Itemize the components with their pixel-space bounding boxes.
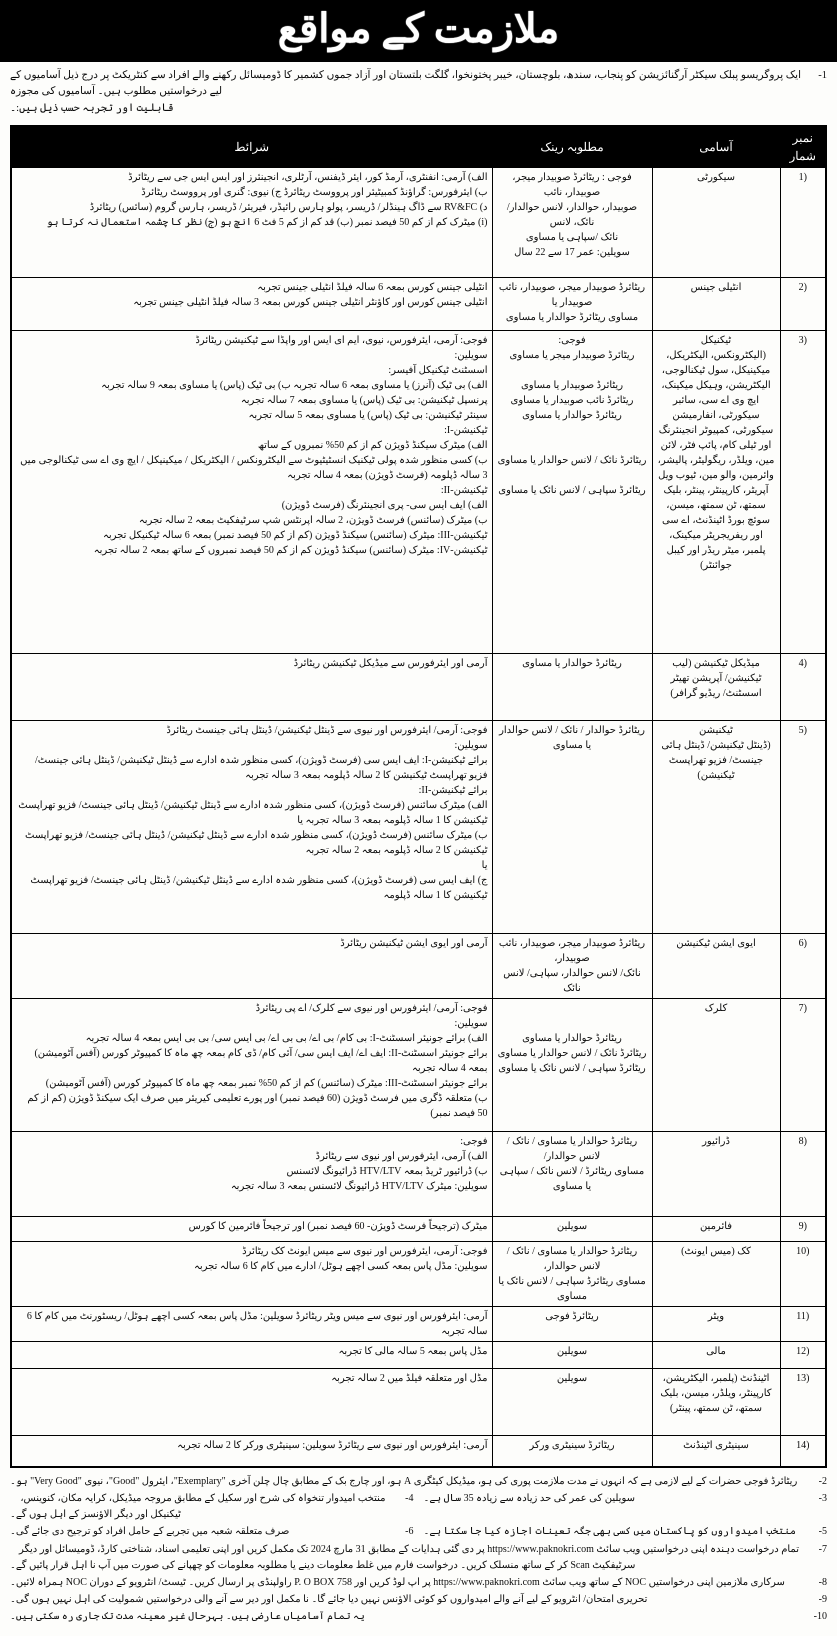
note-text: صرف متعلقہ شعبہ میں تجربے کے حامل افراد کو ترجیح دی جائے گی۔ [10,1526,290,1538]
row-post-title [652,1306,780,1341]
row-post-title [652,167,780,277]
rank-line: مساوی ریٹائرڈ / لانس نائک / سپاہی یا مساوی [499,1165,645,1192]
rank-line: مساوی ریٹائرڈ سپاہی / لانس نائک یا مساوی [498,1275,646,1302]
intro-section [0,62,837,121]
table-row [11,330,826,653]
rank-spacer [497,438,648,453]
rank-line: سویلین [556,1220,588,1232]
row-post-title [652,933,780,998]
condition-line: پرنسپل ٹیکنیشن: بی ٹیک (پاس) یا مساوی بمعہ 7 سالہ تجربہ [240,394,488,406]
rank-line: مساوی ریٹائرڈ حوالدار یا مساوی [505,311,639,323]
rank-line: ریٹائرڈ سپاہی / لانس نائک یا مساوی [498,484,646,496]
footer-note-half [10,1524,414,1540]
header-rank: مطلوبہ رینک [492,126,652,168]
note-text: منتخب امیدواروں کو پاکستان میں کسی بھی جگہ تعینات اجازہ کیا جا سکتا ہے۔ [423,1526,796,1538]
condition-line: ب) متعلقہ ڈگری میں فرسٹ ڈویژن (60 فیصد نمبر) اور پورے تعلیمی کیریئر میں صرف ایک سیکنڈ ڈویژن (کم از کم 50 فیصد نمبر) [27,1092,488,1119]
intro-text-line2: قابلیت اور تجربہ حسب ذیل ہیں:۔ [10,102,174,114]
row-conditions [11,1131,492,1216]
row-required-rank [492,653,652,720]
rank-line: ریٹائرڈ حوالدار / نائک / لانس حوالدار یا مساوی [499,724,645,751]
rank-line: ریٹائرڈ صوبیدار یا مساوی [520,379,624,391]
condition-line: برائے جونیئر اسسٹنٹ-III: میٹرک (سائنس) کم از کم 50% نمبر بمعہ چھ ماہ کا کمپیوٹر کورس (آفس آٹومیشن) [45,1077,488,1089]
footer-note [10,1592,827,1608]
row-serial: 7) [780,998,826,1131]
row-conditions [11,998,492,1131]
post-line: اٹینڈنٹ (پلمبر، الیکٹریشن، کارپینٹر، ویلڈر، میسن، بلیک سمتھ، ٹن سمتھ، پینٹر) [660,1372,772,1414]
row-post-title [652,277,780,330]
table-row [11,1131,826,1216]
rank-spacer [497,1001,648,1016]
row-required-rank [492,1131,652,1216]
table-row [11,1216,826,1241]
condition-line: ج) ایف ایس سی (فرسٹ ڈویژن)، کسی منظور شدہ ادارے سے ڈینٹل ٹیکنیشن/ ڈینٹل ہائی جینسٹ/ فزیو تھراپسٹ ٹیکنیشن کا 1 سالہ ڈپلومہ [30,874,488,901]
post-line: کلرک [704,1002,728,1014]
condition-line: د) RV&FC سے ڈاگ ہینڈلر/ ڈریسر، پولو ہارس رائیڈر، فیریئر/ ڈریسر، ہارس گروم (سائس) ریٹائرڈ [89,201,488,213]
condition-line: فوجی: آرمی/ ایئرفورس اور نیوی سے کلرک/ اے پی ریٹائرڈ [255,1002,488,1014]
condition-line: ٹیکنیشن-I: [444,424,488,436]
header-serial: نمبر شمار [780,126,826,168]
row-serial: 3) [780,330,826,653]
row-required-rank [492,1306,652,1341]
header-conditions: شرائط [11,126,492,168]
condition-line: الف) آرمی: انفنٹری، آرمڈ کور، ایئر ڈیفنس، آرٹلری، انجینئرز اور ایس ایس جی سے ریٹائرڈ [128,171,488,183]
condition-line: سویلین: مڈل پاس بمعہ کسی اچھے ہوٹل/ ادارے میں کام کا 6 سالہ تجربہ [193,1260,488,1272]
rank-line: ریٹائرڈ حوالدار یا مساوی / نائک / لانس حوالدار، [506,1245,638,1272]
row-conditions [11,1368,492,1435]
rank-line: ریٹائرڈ فوجی [545,1310,599,1322]
footer-note-pair [10,1491,827,1523]
condition-line: مڈل پاس بمعہ 5 سالہ مالی کا تجربہ [338,1345,488,1357]
row-post-title [652,1435,780,1467]
rank-line: سویلین: عمر 17 سے 22 سال [514,246,630,258]
condition-line: الف) میٹرک سائنس (فرسٹ ڈویژن)، کسی منظور شدہ ادارے سے ڈینٹل ٹیکنیشن/ ڈینٹل ہائی جینسٹ/ فزیو تھراپسٹ ٹیکنیشن کا 1 سالہ ڈپلومہ بمعہ 3 سالہ تجربہ یا [18,799,488,826]
rank-spacer [497,1016,648,1031]
footer-note [10,1474,827,1490]
post-line: ٹیکنیشن [699,724,733,736]
condition-line: سینئر ٹیکنیشن: بی ٹیک (پاس) یا مساوی بمعہ 5 سالہ تجربہ [248,409,488,421]
row-serial: 9) [780,1216,826,1241]
row-conditions [11,720,492,933]
row-conditions [11,1216,492,1241]
rank-spacer [497,363,648,378]
condition-line: سویلین: [454,1017,488,1029]
row-required-rank [492,1241,652,1306]
post-line: فائرمین [699,1220,733,1232]
rank-line: ریٹائرڈ نائب صوبیدار یا مساوی [510,394,634,406]
row-post-title [652,1241,780,1306]
condition-line: میٹرک (ترجیحاً فرسٹ ڈویژن- 60 فیصد نمبر) اور ترجیحاً فائرمین کا کورس [188,1220,488,1232]
post-line: میڈیکل ٹیکنیشن (لیب ٹیکنیشن/ آپریشن تھیٹر اسسٹنٹ/ ریڈیو گرافر) [670,657,762,699]
row-required-rank [492,1435,652,1467]
row-required-rank [492,998,652,1131]
row-conditions [11,1341,492,1368]
rank-line: ریٹائرڈ صوبیدار میجر یا مساوی [509,349,635,361]
footer-notes [0,1472,837,1636]
condition-line: ب) ڈرائیور ٹریڈ بمعہ HTV/LTV ڈرائیونگ لائسنس [286,1165,488,1177]
table-row [11,720,826,933]
row-conditions [11,1306,492,1341]
row-required-rank [492,933,652,998]
note-text: یہ تمام آسامیاں عارضی ہیں۔ بہرحال غیر معینہ مدت تک جاری رہ سکتی ہیں۔ [10,1611,365,1623]
footer-note [10,1575,827,1591]
condition-line: فوجی: آرمی، ایئرفورس، نیوی، ایم ای ایس اور واپڈا سے ٹیکنیشن ریٹائرڈ [195,334,488,346]
table-row [11,933,826,998]
rank-line: فوجی : ریٹائرڈ صوبیدار میجر، صوبیدار، نائب [512,171,632,198]
row-required-rank [492,720,652,933]
rank-line: ریٹائرڈ حوالدار یا مساوی [522,1032,622,1044]
jobs-table-head [11,126,826,168]
rank-line: سویلین [556,1372,588,1384]
note-text: تحریری امتحان/ انٹرویو کے لیے آنے والے امیدواروں کو کوئی الاؤنس نہیں دیا جائے گا۔ نا مکمل اور دیر سے آنے والی درخواستیں شمولیت کی اہل نہیں ہوں گی۔ [10,1594,648,1606]
condition-line: یا [481,859,488,871]
rank-line: ریٹائرڈ صوبیدار میجر، صوبیدار، نائب صوبیدار یا [498,281,646,308]
row-post-title [652,998,780,1131]
row-conditions [11,330,492,653]
condition-line: ب) میٹرک (سائنس) فرسٹ ڈویژن، 2 سالہ اپرنٹس شپ سرٹیفکیٹ بمعہ 2 سالہ تجربہ [138,514,488,526]
row-conditions [11,933,492,998]
post-line: کک (میس ایونٹ) [681,1245,751,1257]
row-required-rank [492,330,652,653]
page-title: ملازمت کے مواقع [277,6,560,51]
page-banner [0,0,837,62]
header-post: آسامی [652,126,780,168]
row-serial: 14) [780,1435,826,1467]
table-row [11,1368,826,1435]
intro-text-line1: ایک پروگریسو پبلک سیکٹر آرگنائزیشن کو پنجاب، سندھ، بلوچستان، خیبر پختونخوا، گلگت بلتستان اور آزاد جموں کشمیر کا ڈومیسائل رکھنے والے افراد سے کنٹریکٹ پر درج ذیل آسامیوں کے لیے درخواستیں مطلوب ہیں۔ آسامیوں کی مجوزہ [10,70,801,98]
rank-line: سویلین [556,1345,588,1357]
rank-line: فوجی: [558,334,586,346]
rank-line: نائک /سپاہی یا مساوی [525,231,619,243]
table-row [11,998,826,1131]
note-number: 5- [818,1526,827,1538]
row-post-title [652,1216,780,1241]
condition-line: آرمی اور ایوی ایشن ٹیکنیشن ریٹائرڈ [340,937,488,949]
condition-line: ٹیکنیشن-IV: میٹرک (سائنس) سیکنڈ ڈویژن کم از کم 50 فیصد نمبروں کے ساتھ بمعہ 2 سالہ تجربہ [93,544,488,556]
condition-line: سویلین: میٹرک HTV/LTV ڈرائیونگ لائسنس بمعہ 3 سالہ تجربہ [230,1180,488,1192]
post-line: ایوی ایشن ٹیکنیشن [676,937,756,949]
note-number: 8- [818,1576,827,1588]
condition-line: فوجی: [460,1135,488,1147]
condition-line: ب) ایئرفورس: گراؤنڈ کمبیٹیئر اور پرووسٹ ریٹائرڈ ج) نیوی: گنری اور پرووسٹ ریٹائرڈ [141,186,488,198]
post-line: سیکورٹی [696,171,736,183]
row-serial: 12) [780,1341,826,1368]
post-line: (الیکٹرونکس، الیکٹریکل، میکینیکل، سول ٹیکنالوجی، الیکٹریشن، وہیکل میکینک، ایچ وی اے سی، سائبر سیکورٹی، انفارمیشن سیکورٹی، کمپیوٹر انجینئرنگ اور ٹیلی کام، پائپ فٹر، لائن مین، ویلڈر، ریگولیٹر، پالیشر، وائرمین، والو مین، ٹیوب ویل آپریٹر، کارپینٹر، پینٹر، بلیک سمتھ، ٹن سمتھ، میسن، سوئچ بورڈ اٹینڈنٹ، اے سی اور ریفریجریٹر میکینک، پلمبر، میٹر ریڈر اور کیبل جوائنٹر) [657,349,775,571]
note-text: سویلین کی عمر کی حد زیادہ سے زیادہ 35 سال ہے۔ [423,1492,635,1504]
table-row [11,167,826,277]
row-conditions [11,167,492,277]
note-number: 10- [813,1611,827,1623]
row-serial: 10) [780,1241,826,1306]
footer-note [10,1524,827,1540]
footer-note-pair [10,1524,827,1540]
table-row [11,1435,826,1467]
condition-line: مڈل اور متعلقہ فیلڈ میں 2 سالہ تجربہ [331,1372,488,1384]
jobs-table-body [11,167,826,1467]
footer-note-half [10,1491,414,1523]
row-serial: 4) [780,653,826,720]
condition-line: آرمی: ایئرفورس اور نیوی سے میس ویٹر ریٹائرڈ سویلین: مڈل پاس بمعہ کسی اچھے ہوٹل/ ریسٹورنٹ میں کام کا 6 سالہ تجربہ [26,1310,488,1337]
table-row [11,1241,826,1306]
note-number: 2- [818,1475,827,1487]
table-row [11,1306,826,1341]
table-row [11,653,826,720]
footer-note [10,1542,827,1574]
row-required-rank [492,1341,652,1368]
row-post-title [652,1368,780,1435]
note-text: منتخب امیدوار تنخواہ کی شرح اور سکیل کے مطابق مروجہ میڈیکل، کرایہ مکان، کنوینس، ٹیکنیکل اور دیگر الاؤنسز کے اہل ہوں گے۔ [10,1492,386,1521]
rank-line: ریٹائرڈ سینیٹری ورکر [529,1439,615,1451]
row-required-rank [492,1368,652,1435]
rank-line: ریٹائرڈ صوبیدار میجر، صوبیدار، نائب صوبیدار، [498,937,646,964]
note-text: تمام درخواست دہندہ اپنی درخواستیں ویب سائٹ https://www.paknokri.com پر دی گئی ہدایات کے مطابق 31 مارچ 2024 تک مکمل کریں اور اپنی تعلیمی اسناد، شناختی کارڈ، ڈومیسائل اور دیگر سرٹیفکیٹ Scan کر کے ساتھ منسلک کریں۔ درخواست فارم میں غلط معلومات دینے یا مطلوبہ معلومات کو چھپانے کی صورت میں آپ نا اہل قرار پائیں گے۔ [10,1543,799,1571]
row-required-rank [492,167,652,277]
condition-line: الف) برائے جونیئر اسسٹنٹ-I: بی کام/ بی اے/ بی بی اے/ بی ایس سی/ بی بی ایس بمعہ 4 سالہ تجربہ [85,1032,488,1044]
note-number: 7- [818,1543,827,1555]
post-line: ٹیکنیکل [700,334,732,346]
row-serial: 6) [780,933,826,998]
condition-line: آرمی: ایئرفورس اور نیوی سے ریٹائرڈ سویلین: سینیٹری ورکر کا 2 سالہ تجربہ [177,1439,488,1451]
intro-paragraph [10,68,827,117]
condition-line: ب) میٹرک سائنس (فرسٹ ڈویژن)، کسی منظور شدہ ادارے سے ڈینٹل ٹیکنیشن/ ڈینٹل ہائی جینسٹ/ فزیو تھراپسٹ ٹیکنیشن کا 2 سالہ ڈپلومہ بمعہ 2 سالہ تجربہ [25,829,488,856]
rank-line: ریٹائرڈ نائک / لانس حوالدار یا مساوی [497,454,647,466]
post-line: مالی [706,1345,726,1357]
note-number: 4- [405,1492,414,1504]
condition-line: الف) آرمی، ایئرفورس اور نیوی سے ریٹائرڈ [315,1150,488,1162]
row-conditions [11,277,492,330]
condition-line: ب) کسی منظور شدہ پولی ٹیکنیک انسٹیٹیوٹ سے الیکٹرونکس / الیکٹریکل / میکینیکل / ایچ وی اے سی ٹیکنالوجی میں 3 سالہ ڈپلومہ (فرسٹ ڈویژن) بمعہ 4 سالہ تجربہ [20,454,488,481]
rank-line: ریٹائرڈ سپاہی / لانس نائک یا مساوی [498,1062,646,1074]
row-serial: 1) [780,167,826,277]
condition-line: انٹیلی جینس کورس اور کاؤنٹر انٹیلی جینس کورس بمعہ 3 سالہ فیلڈ انٹیلی جینس تجربہ [133,296,488,308]
row-serial: 2) [780,277,826,330]
condition-line: انٹیلی جینس کورس بمعہ 6 سالہ فیلڈ انٹیلی جینس تجربہ [257,281,488,293]
row-post-title [652,1131,780,1216]
condition-line: سویلین: [454,349,488,361]
row-serial: 13) [780,1368,826,1435]
footer-note-half [424,1524,828,1540]
condition-line: سویلین: [454,739,488,751]
rank-line: نائک/ لانس حوالدار، سپاہی/ لانس نائک [503,967,641,994]
row-serial: 8) [780,1131,826,1216]
condition-line: برائے ٹیکنیشن-II: [418,784,488,796]
row-post-title [652,653,780,720]
post-line: ڈرائیور [702,1135,730,1147]
condition-line: الف) میٹرک سیکنڈ ڈویژن کم از کم 50% نمبروں کے ساتھ [257,439,488,451]
condition-line: برائے جونیئر اسسٹنٹ-II: ایف اے/ ایف ایس سی/ آئی کام/ ڈی کام بمعہ چھ ماہ کا کمپیوٹر کورس (آفس آٹومیشن) بمعہ 4 سالہ تجربہ [34,1047,488,1074]
intro-number: 1- [818,70,827,81]
condition-line: برائے ٹیکنیشن-I: ایف ایس سی (فرسٹ ڈویژن)، کسی منظور شدہ ادارے سے ڈینٹل ٹیکنیشن/ ڈینٹل ہائی جینسٹ/ فزیو تھراپسٹ ٹیکنیشن کا 2 سالہ ڈپلومہ بمعہ 3 سالہ تجربہ [35,754,488,781]
intro-text [10,68,801,117]
table-row [11,277,826,330]
rank-line: ریٹائرڈ حوالدار یا مساوی [522,409,622,421]
post-line: ویٹر [707,1310,725,1322]
condition-line: اسسٹنٹ ٹیکنیکل آفیسر: [388,364,488,376]
post-line: سینیٹری اٹینڈنٹ [683,1439,749,1451]
condition-line: الف) ایف ایس سی- پری انجینئرنگ (فرسٹ ڈویژن) [281,499,488,511]
row-post-title [652,1341,780,1368]
jobs-table [10,125,827,1468]
row-post-title [652,720,780,933]
row-required-rank [492,1216,652,1241]
condition-line: ٹیکنیشن-II: [440,484,488,496]
rank-spacer [497,468,648,483]
rank-line: ریٹائرڈ حوالدار یا مساوی [522,657,622,669]
condition-line: فوجی: آرمی، ایئرفورس اور نیوی سے میس ایونٹ کک ریٹائرڈ [242,1245,488,1257]
row-required-rank [492,277,652,330]
footer-note [10,1609,827,1625]
rank-line: ریٹائرڈ حوالدار یا مساوی / نائک / لانس حوالدار/ [506,1135,638,1162]
rank-line: ریٹائرڈ نائک / لانس حوالدار یا مساوی [497,1047,647,1059]
rank-spacer [497,423,648,438]
condition-line: (i) میٹرک کم از کم 50 فیصد نمبر (ب) قد کم از کم 5 فٹ 6 انچ ہو (ج) نظر کا چشمہ استعمال نہ کرتا ہو [46,216,488,228]
condition-line: الف) بی ٹیک (آنرز) یا مساوی بمعہ 6 سالہ تجربہ ب) بی ٹیک (پاس) یا مساوی بمعہ 9 سالہ تجربہ [101,379,488,391]
post-line: انٹیلی جینس [690,281,742,293]
row-conditions [11,653,492,720]
note-number: 3- [818,1492,827,1504]
condition-line: آرمی اور ایئرفورس سے میڈیکل ٹیکنیشن ریٹائرڈ [293,657,488,669]
note-number: 9- [818,1594,827,1606]
footer-note-half [424,1491,828,1523]
rank-line: صوبیدار، حوالدار، لانس حوالدار/ نائک، لانس [506,201,638,228]
row-post-title [652,330,780,653]
footer-note [10,1491,827,1523]
table-header-row [11,126,826,168]
note-text: سرکاری ملازمین اپنی درخواستیں NOC کے ساتھ ویب سائٹ https://www.paknokri.com پر اپ لوڈ کریں اور P. O BOX 758 راولپنڈی پر ارسال کریں۔ ٹیسٹ/ انٹرویو کے دوران NOC ہمراہ لائیں۔ [10,1576,785,1588]
row-conditions [11,1241,492,1306]
condition-line: فوجی: آرمی/ ایئرفورس اور نیوی سے ڈینٹل ٹیکنیشن/ ڈینٹل ہائی جینسٹ ریٹائرڈ [166,724,488,736]
row-conditions [11,1435,492,1467]
condition-line: ٹیکنیشن-III: میٹرک (سائنس) سیکنڈ ڈویژن (کم از کم 50 فیصد نمبر) بمعہ 6 سالہ ٹیکنیکل تجربہ [103,529,488,541]
table-row [11,1341,826,1368]
note-number: 6- [405,1526,414,1538]
row-serial: 11) [780,1306,826,1341]
note-text: ریٹائرڈ فوجی حضرات کے لیے لازمی ہے کہ انہوں نے مدت ملازمت پوری کی ہو، میڈیکل کیٹگری A ہو، اور چارج بک کے مطابق چال چلن آخری "Exemplary"، ایئرول "Good"، نیوی "Very Good" ہو۔ [10,1475,798,1487]
post-line: (ڈینٹل ٹیکنیشن/ ڈینٹل ہائی جینسٹ/ فزیو تھراپسٹ ٹیکنیشن) [661,739,771,781]
row-serial: 5) [780,720,826,933]
